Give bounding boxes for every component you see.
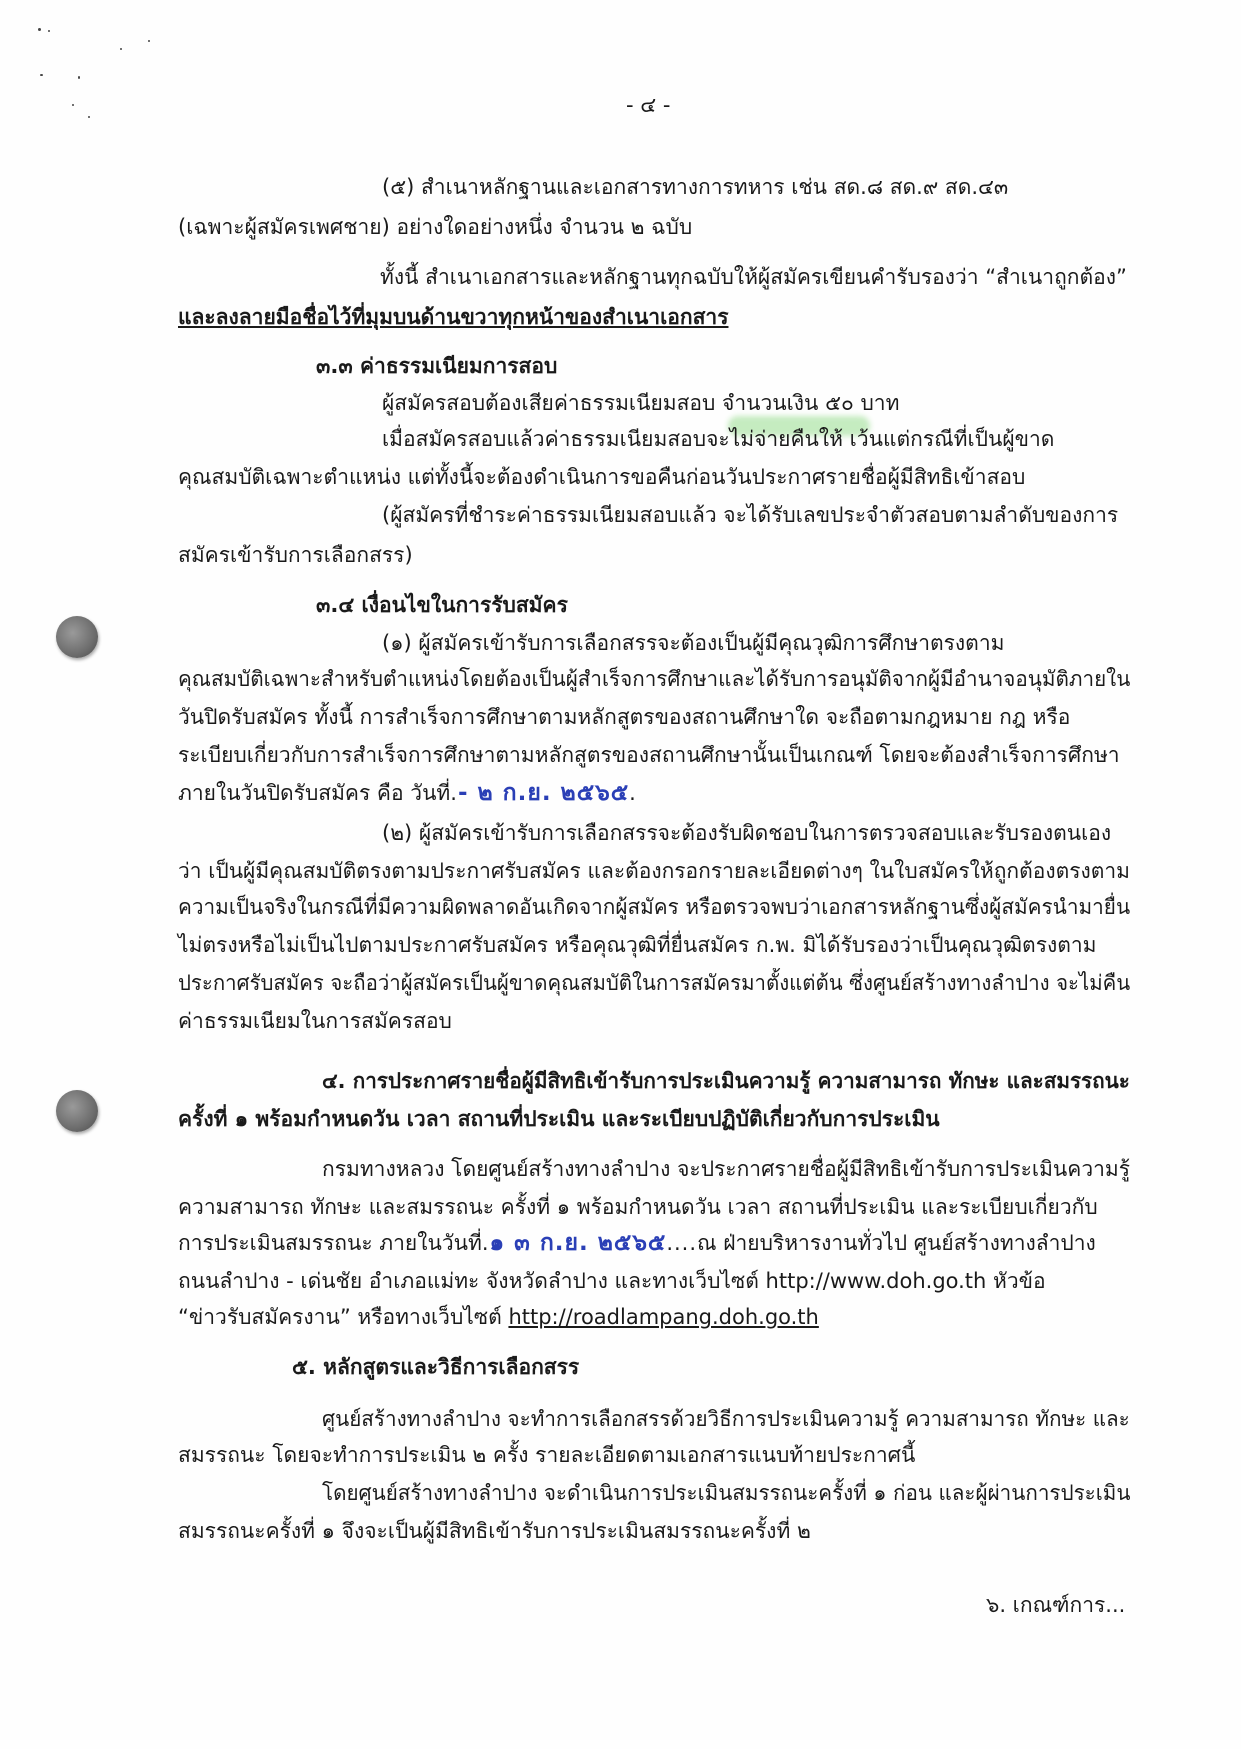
section-4-line-2: ความสามารถ ทักษะ และสมรรถนะ ครั้งที่ ๑ พร้อมกำหนดวัน เวลา สถานที่ประเมิน และระเบียบเกี่ยวกับ — [178, 1195, 1098, 1219]
cond-1-line-1: (๑) ผู้สมัครเข้ารับการเลือกสรรจะต้องเป็นผู้มีคุณวุฒิการศึกษาตรงตาม — [382, 631, 1005, 655]
cond-1-line-2: คุณสมบัติเฉพาะสำหรับตำแหน่งโดยต้องเป็นผู้สำเร็จการศึกษาและได้รับการอนุมัติจากผู้มีอำนาจอนุมัติภายใน — [178, 667, 1131, 691]
scan-speck — [120, 48, 122, 50]
section-4-heading-2: ครั้งที่ ๑ พร้อมกำหนดวัน เวลา สถานที่ประเมิน และระเบียบปฏิบัติเกี่ยวกับการประเมิน — [178, 1107, 940, 1131]
fee-line-5: สมัครเข้ารับการเลือกสรร) — [178, 543, 413, 567]
fee-line-1: ผู้สมัครสอบต้องเสียค่าธรรมเนียมสอบ จำนวนเงิน ๕๐ บาท — [382, 391, 900, 415]
cond-2-line-2: ว่า เป็นผู้มีคุณสมบัติตรงตามประกาศรับสมัคร และต้องกรอกรายละเอียดต่างๆ ในใบสมัครให้ถูกต้องตรงตาม — [178, 859, 1130, 883]
dotted-fill: . — [629, 781, 637, 805]
section-4-line-3-prefix: การประเมินสมรรถนะ ภายในวันที่ — [178, 1231, 482, 1255]
fee-line-4: (ผู้สมัครที่ชำระค่าธรรมเนียมสอบแล้ว จะได้รับเลขประจำตัวสอบตามลำดับของการ — [382, 503, 1119, 527]
roadlampang-link[interactable]: http://roadlampang.doh.go.th — [508, 1305, 819, 1329]
scan-speck — [38, 28, 41, 31]
section-5-heading: ๕. หลักสูตรและวิธีการเลือกสรร — [292, 1355, 580, 1379]
scan-speck — [48, 30, 50, 32]
punch-hole — [56, 1090, 98, 1132]
section-4-line-4: ถนนลำปาง - เด่นชัย อำเภอแม่ทะ จังหวัดลำปาง และทางเว็บไซต์ http://www.doh.go.th หัวข้อ — [178, 1269, 1046, 1293]
cond-2-line-6: ค่าธรรมเนียมในการสมัครสอบ — [178, 1009, 452, 1033]
section-4-line-3 — [178, 1228, 1096, 1258]
scan-speck — [78, 76, 80, 79]
dotted-fill: . — [481, 1231, 490, 1255]
section-5-line-1: ศูนย์สร้างทางลำปาง จะทำการเลือกสรรด้วยวิธีการประเมินความรู้ ความสามารถ ทักษะ และ — [322, 1407, 1130, 1431]
dotted-fill: . — [450, 781, 458, 805]
scan-speck — [148, 40, 150, 42]
dotted-fill: .... — [666, 1231, 698, 1255]
fee-line-2: เมื่อสมัครสอบแล้วค่าธรรมเนียมสอบจะไม่จ่ายคืนให้ เว้นแต่กรณีที่เป็นผู้ขาด — [382, 427, 1055, 451]
section-4-heading-1: ๔. การประกาศรายชื่อผู้มีสิทธิเข้ารับการประเมินความรู้ ความสามารถ ทักษะ และสมรรถนะ — [322, 1069, 1130, 1093]
cond-1-line-3: วันปิดรับสมัคร ทั้งนี้ การสำเร็จการศึกษาตามหลักสูตรของสถานศึกษาใด จะถือตามกฎหมาย กฎ หรือ — [178, 705, 1071, 729]
fee-line-3: คุณสมบัติเฉพาะตำแหน่ง แต่ทั้งนี้จะต้องดำเนินการขอคืนก่อนวันประกาศรายชื่อผู้มีสิทธิเข้าสอบ — [178, 465, 1026, 489]
cond-2-line-4: ไม่ตรงหรือไม่เป็นไปตามประกาศรับสมัคร หรือคุณวุฒิที่ยื่นสมัคร ก.พ. มิได้รับรองว่าเป็นคุณวุฒิตรงตาม — [178, 933, 1097, 957]
certify-line-2: และลงลายมือชื่อไว้ที่มุมบนด้านขวาทุกหน้าของสำเนาเอกสาร — [178, 305, 729, 329]
section-5-line-3: โดยศูนย์สร้างทางลำปาง จะดำเนินการประเมินสมรรถนะครั้งที่ ๑ ก่อน และผู้ผ่านการประเมิน — [322, 1481, 1131, 1505]
para-5-line-2: (เฉพาะผู้สมัครเพศชาย) อย่างใดอย่างหนึ่ง จำนวน ๒ ฉบับ — [178, 215, 693, 239]
cond-1-line-5 — [178, 778, 637, 808]
scan-speck — [40, 74, 43, 76]
punch-hole — [56, 616, 98, 658]
fee-heading: ๓.๓ ค่าธรรมเนียมการสอบ — [316, 354, 558, 378]
para-5-line-1: (๕) สำเนาหลักฐานและเอกสารทางการทหาร เช่น สด.๘ สด.๙ สด.๔๓ — [382, 175, 1009, 199]
scan-speck — [88, 116, 90, 118]
cond-2-line-5: ประกาศรับสมัคร จะถือว่าผู้สมัครเป็นผู้ขาดคุณสมบัติในการสมัครมาตั้งแต่ต้น ซึ่งศูนย์สร้างทางลำปาง จะไม่คืน — [178, 971, 1131, 995]
continuation-note: ๖. เกณฑ์การ... — [986, 1593, 1126, 1617]
handwritten-announce-date: ๑ ๓ ก.ย. ๒๕๖๕ — [489, 1230, 667, 1256]
page-number: - ๔ - — [626, 93, 671, 117]
cond-2-line-1: (๒) ผู้สมัครเข้ารับการเลือกสรรจะต้องรับผิดชอบในการตรวจสอบและรับรองตนเอง — [382, 821, 1112, 845]
section-4-line-5 — [178, 1302, 819, 1332]
conditions-heading: ๓.๔ เงื่อนไขในการรับสมัคร — [316, 593, 568, 617]
section-4-line-3-suffix: ณ ฝ่ายบริหารงานทั่วไป ศูนย์สร้างทางลำปาง — [697, 1231, 1096, 1255]
cond-1-line-5-prefix: ภายในวันปิดรับสมัคร คือ วันที่ — [178, 781, 451, 805]
section-5-line-2: สมรรถนะ โดยจะทำการประเมิน ๒ ครั้ง รายละเอียดตามเอกสารแนบท้ายประกาศนี้ — [178, 1443, 916, 1467]
certify-line-1: ทั้งนี้ สำเนาเอกสารและหลักฐานทุกฉบับให้ผู้สมัครเขียนคำรับรองว่า “สำเนาถูกต้อง” — [380, 265, 1127, 289]
cond-1-line-4: ระเบียบเกี่ยวกับการสำเร็จการศึกษาตามหลักสูตรของสถานศึกษานั้นเป็นเกณฑ์ โดยจะต้องสำเร็จการศึกษา — [178, 743, 1120, 767]
handwritten-close-date: - ๒ ก.ย. ๒๕๖๕ — [457, 780, 630, 806]
section-5-line-4: สมรรถนะครั้งที่ ๑ จึงจะเป็นผู้มีสิทธิเข้ารับการประเมินสมรรถนะครั้งที่ ๒ — [178, 1519, 811, 1543]
scan-speck — [72, 104, 74, 106]
cond-2-line-3: ความเป็นจริงในกรณีที่มีความผิดพลาดอันเกิดจากผู้สมัคร หรือตรวจพบว่าเอกสารหลักฐานซึ่งผู้สมัครนำมายื่น — [178, 895, 1131, 919]
section-4-line-1: กรมทางหลวง โดยศูนย์สร้างทางลำปาง จะประกาศรายชื่อผู้มีสิทธิเข้ารับการประเมินความรู้ — [322, 1157, 1131, 1181]
section-4-line-5-prefix: “ข่าวรับสมัครงาน” หรือทางเว็บไซต์ — [178, 1305, 502, 1329]
